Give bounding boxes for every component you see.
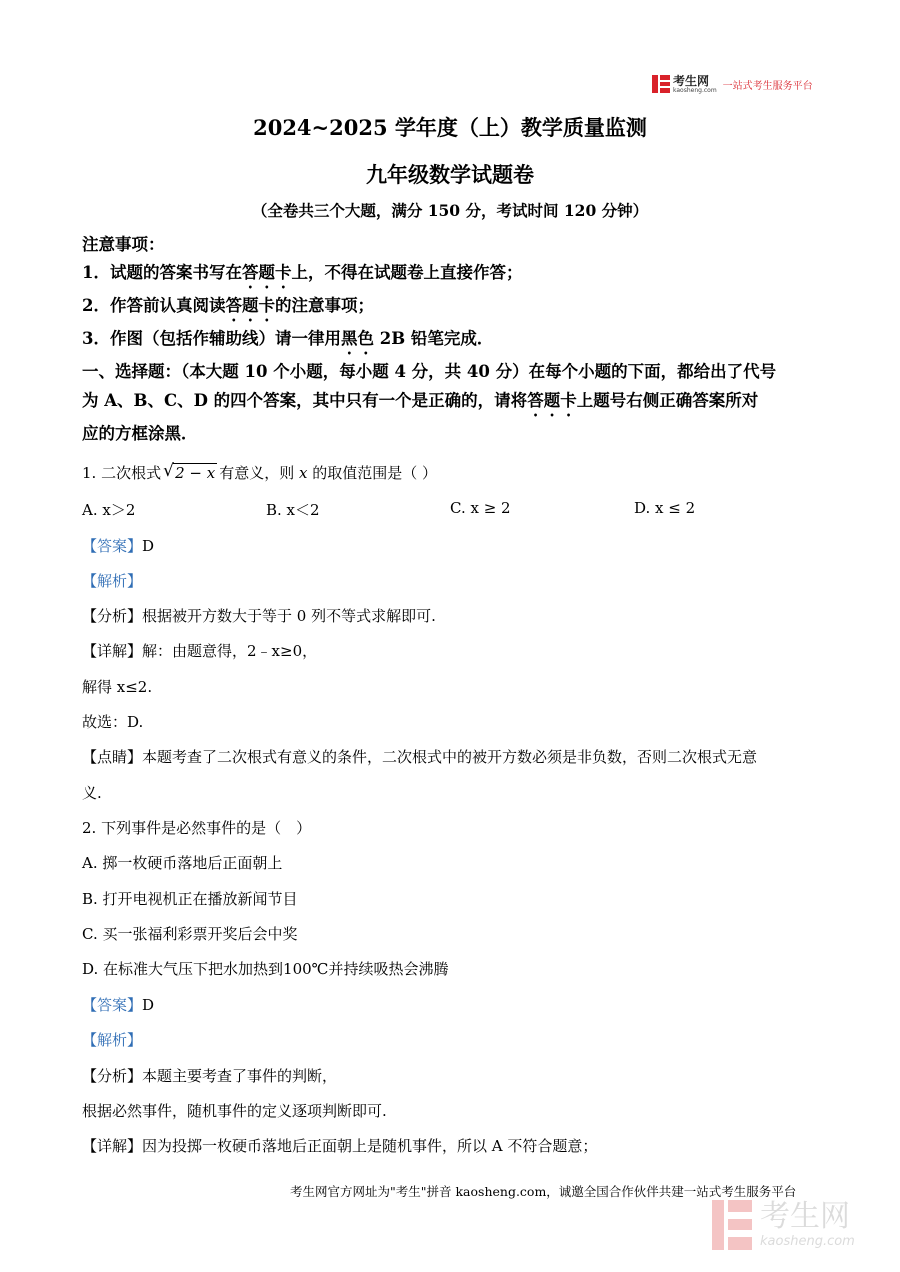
page-subtitle: 九年级数学试题卷 [366,162,534,187]
question-1-dianjing: 【点睛】本题考查了二次根式有意义的条件，二次根式中的被开方数必须是非负数，否则二次根式无意 [82,748,758,766]
question-2-answer: 【答案】D [82,996,155,1014]
question-2-fenxi-2: 根据必然事件，随机事件的定义逐项判断即可. [82,1102,387,1120]
section-heading-line-2: 为 A、B、C、D 的四个答案，其中只有一个是正确的，请将答题卡上题号右侧正确答案所对 [82,391,759,410]
logo-domain: kaosheng.com [673,86,717,94]
question-2-analysis-tag: 【解析】 [82,1031,143,1049]
footer-text: 考生网官方网址为"考生"拼音 kaosheng.com，诚邀全国合作伙伴共建一站式考生服务平台 [290,1184,797,1199]
question-2-option-b: B. 打开电视机正在播放新闻节目 [82,890,298,908]
note-item-3: 3．作图（包括作辅助线）请一律用黑色 2B 铅笔完成． [82,329,494,348]
section-heading-line-3: 应的方框涂黑． [82,424,198,443]
question-1-step-2: 解得 x≤2. [82,678,153,696]
note-item-2: 2．作答前认真阅读答题卡的注意事项； [82,296,374,315]
question-1-stem: 1. 二次根式 √ 2 − x 有意义，则 x 的取值范围是（ ） [82,461,438,482]
question-1-option-c: C. x ≥ 2 [450,499,511,517]
question-2-option-d: D. 在标准大气压下把水加热到100℃并持续吸热会沸腾 [82,960,449,978]
question-1-option-a: A. x＞2 [82,501,136,519]
watermark-icon [712,1200,752,1250]
question-1-step-3: 故选：D. [82,713,144,731]
question-1-answer: 【答案】D [82,537,155,555]
question-1-dianjing-end: 义. [82,784,102,802]
question-2-stem: 2. 下列事件是必然事件的是（ ） [82,819,312,837]
section-heading-line-1: 一、选择题：（本大题 10 个小题，每小题 4 分，共 40 分）在每个小题的下面，都给出了代号 [82,362,777,381]
question-1-xiangjie: 【详解】解：由题意得，2﹣x≥0， [82,642,318,660]
header-logo [652,72,813,96]
exam-info: （全卷共三个大题，满分 150 分，考试时间 120 分钟） [251,201,649,220]
watermark-domain: kaosheng.com [760,1234,855,1249]
question-1-fenxi: 【分析】根据被开方数大于等于 0 列不等式求解即可. [82,607,436,625]
question-2-option-a: A. 掷一枚硬币落地后正面朝上 [82,854,283,872]
logo-name: 考生网 [673,73,710,88]
question-2-option-c: C. 买一张福利彩票开奖后会中奖 [82,925,298,943]
radical-expression: √ 2 − x [163,461,216,482]
watermark-name: 考生网 [760,1199,850,1234]
question-1-analysis-tag: 【解析】 [82,572,143,590]
page-title: 2024~2025 学年度（上）教学质量监测 [253,115,647,140]
question-1-option-d: D. x ≤ 2 [634,499,696,517]
question-2-fenxi: 【分析】本题主要考查了事件的判断， [82,1067,338,1085]
logo-slogan: 一站式考生服务平台 [722,80,813,92]
question-1-option-b: B. x＜2 [266,501,320,519]
question-2-xiangjie: 【详解】因为投掷一枚硬币落地后正面朝上是随机事件，所以 A 不符合题意； [82,1137,598,1155]
watermark-logo [712,1200,855,1250]
note-item-1: 1．试题的答案书写在答题卡上，不得在试题卷上直接作答； [82,263,523,282]
notes-heading: 注意事项： [82,235,165,254]
kaosheng-logo-icon [652,75,670,93]
